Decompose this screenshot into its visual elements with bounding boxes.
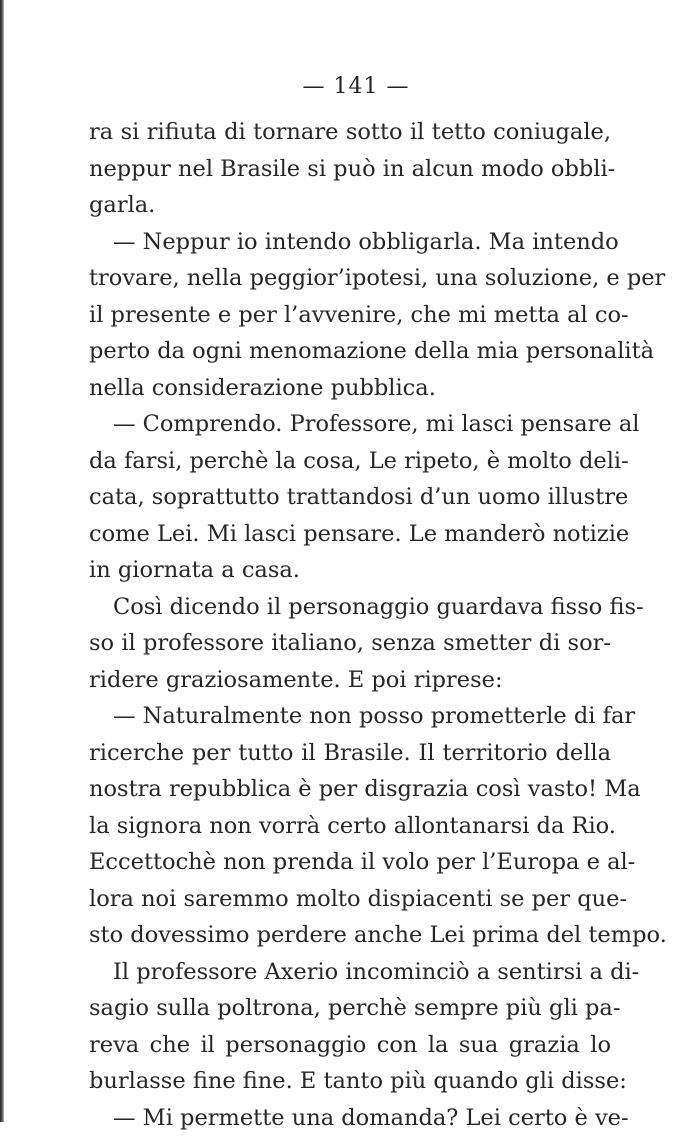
page-number: — 141 — (0, 74, 692, 99)
text-line: Il professore Axerio incominciò a sentirsi a di- (89, 954, 611, 991)
text-line: Così dicendo il personaggio guardava fisso fis- (89, 589, 611, 626)
text-line: burlasse fine fine. E tanto più quando gli disse: (89, 1063, 611, 1100)
text-line: in giornata a casa. (89, 552, 611, 589)
text-line: trovare, nella peggior’ipotesi, una soluzione, e per (89, 260, 611, 297)
text-line: sto dovessimo perdere anche Lei prima del tempo. (89, 917, 611, 954)
text-line: perto da ogni menomazione della mia personalità (89, 333, 611, 370)
text-line: reva che il personaggio con la sua grazia lo (89, 1027, 611, 1064)
text-line: cata, soprattutto trattandosi d’un uomo illustre (89, 479, 611, 516)
text-line: la signora non vorrà certo allontanarsi da Rio. (89, 808, 611, 845)
text-line: garla. (89, 187, 611, 224)
text-line: nella considerazione pubblica. (89, 370, 611, 407)
body-text (89, 114, 611, 1136)
text-line: ra si rifiuta di tornare sotto il tetto coniugale, (89, 114, 611, 151)
text-line: ridere graziosamente. E poi riprese: (89, 662, 611, 699)
text-line: da farsi, perchè la cosa, Le ripeto, è molto deli- (89, 443, 611, 480)
text-line: come Lei. Mi lasci pensare. Le manderò notizie (89, 516, 611, 553)
text-line: nostra repubblica è per disgrazia così vasto! Ma (89, 771, 611, 808)
text-line: Eccettochè non prenda il volo per l’Europa e al- (89, 844, 611, 881)
text-line: — Comprendo. Professore, mi lasci pensare al (89, 406, 611, 443)
text-line: il presente e per l’avvenire, che mi metta al co- (89, 297, 611, 334)
text-line: sagio sulla poltrona, perchè sempre più gli pa- (89, 990, 611, 1027)
text-line: — Neppur io intendo obbligarla. Ma intendo (89, 224, 611, 261)
text-line: neppur nel Brasile si può in alcun modo obbli- (89, 151, 611, 188)
page-binding-edge (0, 0, 4, 1122)
text-line: lora noi saremmo molto dispiacenti se per que- (89, 881, 611, 918)
text-line: so il professore italiano, senza smetter di sor- (89, 625, 611, 662)
text-line: — Naturalmente non posso prometterle di far (89, 698, 611, 735)
text-line: — Mi permette una domanda? Lei certo è ve- (89, 1100, 611, 1136)
text-line: ricerche per tutto il Brasile. Il territorio della (89, 735, 611, 772)
